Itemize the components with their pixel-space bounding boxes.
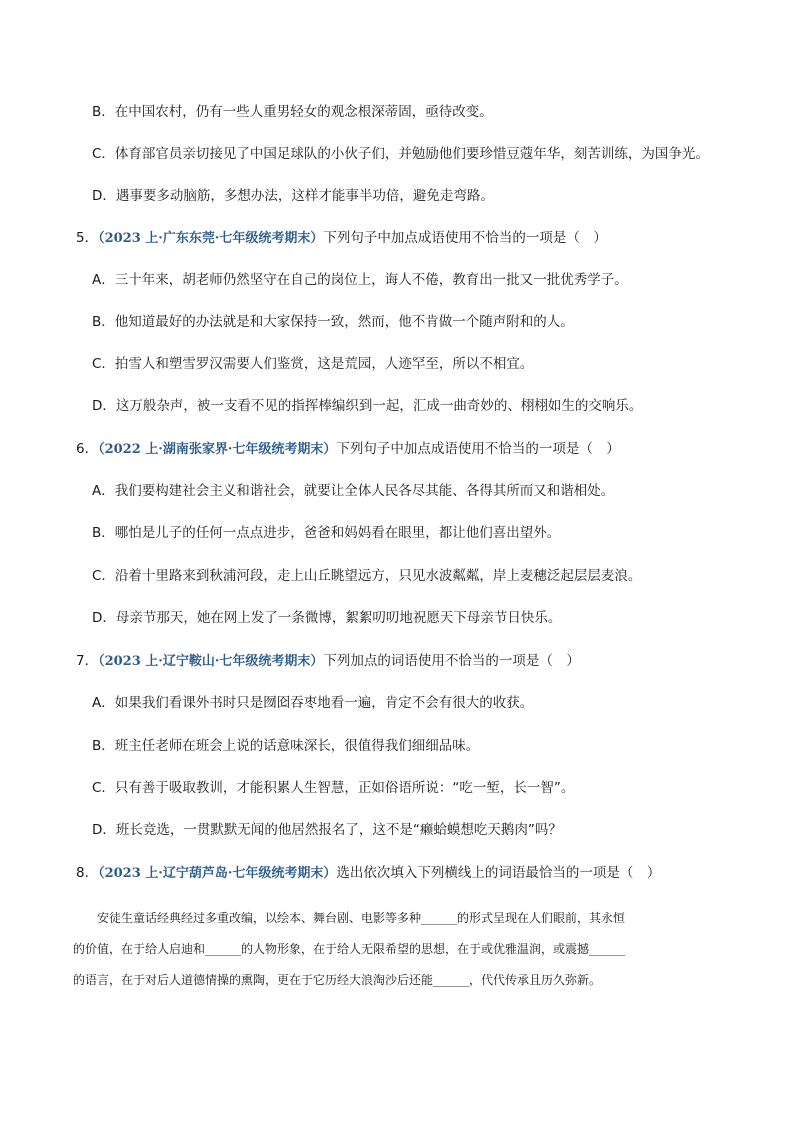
question-5 <box>76 229 607 248</box>
q8-passage-line-1: 安徒生童话经典经过多重改编，以绘本、舞台剧、电影等多种______的形式呈现在人们眼前，其永恒 <box>97 911 626 925</box>
question-8 <box>76 864 660 883</box>
q5-option-b: B．他知道最好的办法就是和大家保持一致，然而，他不肯做一个随声附和的人。 <box>92 314 574 330</box>
q6-option-a: A．我们要构建社会主义和谐社会，就要让全体人民各尽其能、各得其所而又和谐相处。 <box>92 483 615 499</box>
q7-option-a: A．如果我们看课外书时只是囫囵吞枣地看一遍，肯定不会有很大的收获。 <box>92 695 534 711</box>
q6-option-b: B．哪怕是儿子的任何一点点进步，爸爸和妈妈看在眼里，都让他们喜出望外。 <box>92 525 561 541</box>
question-7 <box>76 652 580 671</box>
q4-option-d: D．遇事要多动脑筋，多想办法，这样才能事半功倍，避免走弯路。 <box>92 188 494 204</box>
question-number: 5． <box>76 230 99 246</box>
q6-option-c: C．沿着十里路来到秋浦河段，走上山丘眺望远方，只见水波粼粼，岸上麦穗泛起层层麦浪。 <box>92 568 642 584</box>
q4-option-c: C．体育部官员亲切接见了中国足球队的小伙子们，并勉励他们要珍惜豆蔻年华，刻苦训练，为国争光。 <box>92 146 709 162</box>
question-source: （2023 上·辽宁鞍山·七年级统考期末） <box>98 654 324 669</box>
question-source: （2023 上·辽宁葫芦岛·七年级统考期末） <box>98 866 337 881</box>
q6-option-d: D．母亲节那天，她在网上发了一条微博，絮絮叨叨地祝愿天下母亲节日快乐。 <box>92 610 562 626</box>
q4-option-b: B．在中国农村，仍有一些人重男轻女的观念根深蒂固，亟待改变。 <box>92 104 493 120</box>
question-stem: 下列句子中加点成语使用不恰当的一项是（ ） <box>323 230 607 246</box>
q5-option-d: D．这万般杂声，被一支看不见的指挥棒编织到一起，汇成一曲奇妙的、栩栩如生的交响乐。 <box>92 398 643 414</box>
q5-option-c: C．拍雪人和塑雪罗汉需要人们鉴赏，这是荒园，人迹罕至，所以不相宜。 <box>92 356 534 372</box>
q7-option-d: D．班长竞选，一贯默默无闻的他居然报名了，这不是“癞蛤蟆想吃天鹅肉”吗？ <box>92 822 562 838</box>
question-source: （2023 上·广东东莞·七年级统考期末） <box>98 231 324 246</box>
question-stem: 下列句子中加点成语使用不恰当的一项是（ ） <box>336 441 620 457</box>
question-number: 7． <box>76 653 99 669</box>
q8-passage-line-2: 的价值，在于给人启迪和______的人物形象，在于给人无限希望的思想，在于或优雅温润，或震撼______ <box>73 942 626 956</box>
q8-passage-line-3: 的语言，在于对后人道德情操的熏陶，更在于它历经大浪淘沙后还能______，代代传承且历久弥新。 <box>73 973 602 987</box>
question-source: （2022 上·湖南张家界·七年级统考期末） <box>98 442 337 457</box>
q7-option-c: C．只有善于吸取教训，才能积累人生智慧，正如俗语所说：“吃一堑，长一智”。 <box>92 780 575 796</box>
question-stem: 下列加点的词语使用不恰当的一项是（ ） <box>323 653 580 669</box>
question-stem: 选出依次填入下列横线上的词语最恰当的一项是（ ） <box>336 865 661 881</box>
question-6 <box>76 440 620 459</box>
q5-option-a: A．三十年来，胡老师仍然坚守在自己的岗位上，诲人不倦，教育出一批又一批优秀学子。 <box>92 272 628 288</box>
question-number: 8． <box>76 865 99 881</box>
question-number: 6． <box>76 441 99 457</box>
q7-option-b: B．班主任老师在班会上说的话意味深长，很值得我们细细品味。 <box>92 738 480 754</box>
